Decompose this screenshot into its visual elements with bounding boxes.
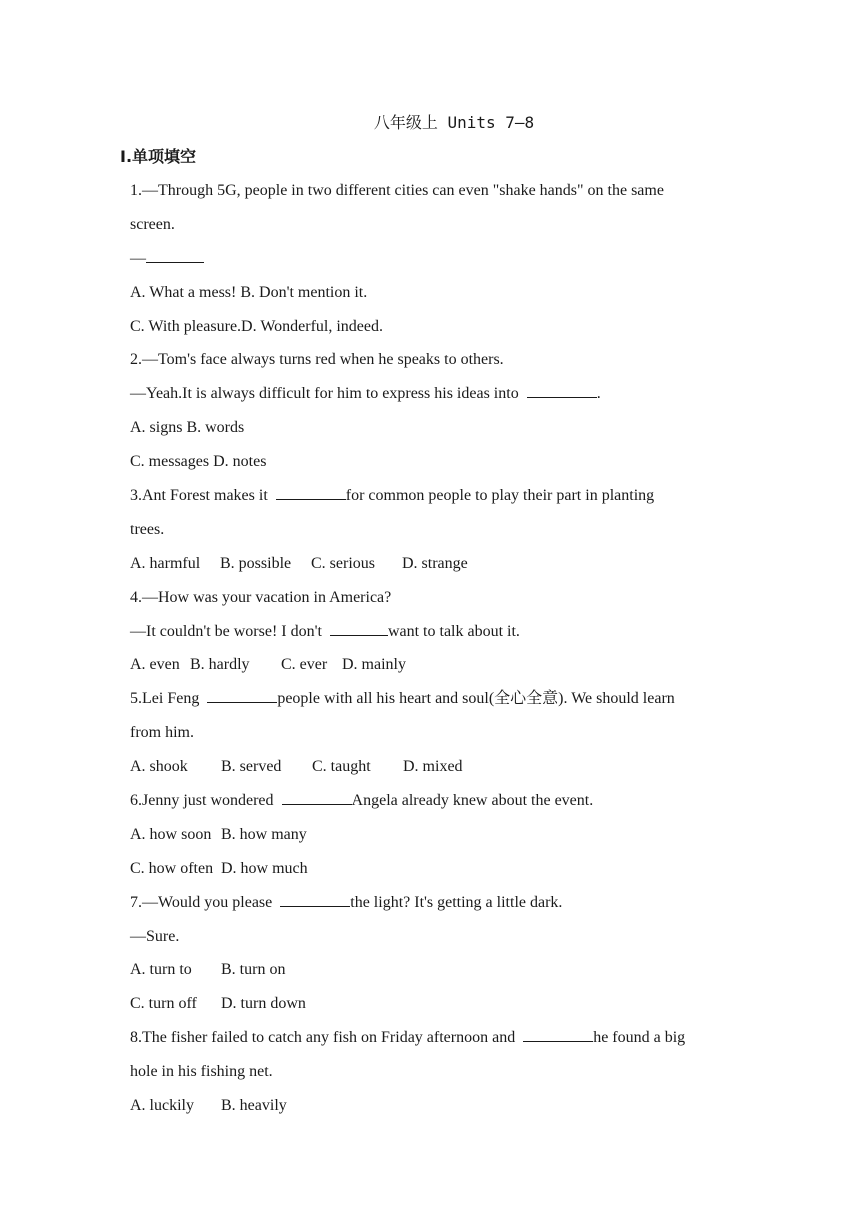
question-5-stem-line-2: from him. [130,724,194,742]
option-b[interactable]: B. hardly [190,656,250,674]
section-heading: Ⅰ.单项填空 [120,147,197,166]
question-7-stem-line-1 [130,886,730,920]
question-2-stem-line-2 [130,377,730,411]
question-5-stem-line-1 [130,682,730,716]
question-4 [130,581,730,683]
option-c[interactable]: C. taught [312,758,371,776]
option-a[interactable]: A. shook [130,758,188,776]
question-8 [130,1021,730,1123]
question-1-reply [130,242,730,276]
option-d[interactable]: D. notes [213,453,267,471]
answer-blank[interactable] [527,383,597,398]
answer-blank[interactable] [207,688,277,703]
stem-text-before-blank: 6.Jenny just wondered [130,792,274,810]
question-3-options-row [130,547,730,581]
question-1-stem-line-1: 1.—Through 5G, people in two different cities can even "shake hands" on the same [130,182,664,199]
stem-text-before-blank: —Yeah.It is always difficult for him to express his ideas into [130,385,519,403]
question-1 [130,174,730,343]
stem-text-before-blank: 7.—Would you please [130,893,273,911]
answer-blank[interactable] [330,621,388,636]
stem-text-after-blank: the light? It's getting a little dark. [350,893,563,911]
stem-text-after-blank: want to talk about it. [387,622,520,640]
worksheet-page [120,106,730,1123]
question-8-options-row-1 [130,1089,730,1123]
question-6-stem-line-1 [130,784,730,818]
option-d[interactable]: D. how much [221,859,308,877]
answer-blank[interactable] [146,248,204,263]
option-d[interactable]: D. strange [402,554,468,572]
question-5-options-row [130,750,730,784]
stem-text-before-blank: 3.Ant Forest makes it [130,487,268,505]
question-1-options-row-2 [130,310,730,344]
question-3-stem-line-2: trees. [130,520,165,538]
option-d[interactable]: D. turn down [221,995,306,1013]
stem-text-after-blank: people with all his heart and soul(全心全意). We should learn [277,690,675,708]
option-a[interactable]: A. signs [130,419,183,437]
reply-dash: — [130,249,146,267]
question-2-options-row-2 [130,445,730,479]
option-d[interactable]: D. mixed [403,758,463,776]
option-b[interactable]: B. served [221,758,282,776]
option-c[interactable]: C. how often [130,859,214,877]
option-a[interactable]: A. What a mess! [130,283,237,301]
option-a[interactable]: A. even [130,656,180,674]
option-b[interactable]: B. how many [221,825,307,843]
option-b[interactable]: B. Don't mention it. [240,283,368,301]
stem-text-before-blank: —It couldn't be worse! I don't [130,622,322,640]
question-7-options-row-1 [130,953,730,987]
question-7 [130,886,730,1022]
option-d[interactable]: D. Wonderful, indeed. [241,317,383,335]
question-8-stem-line-1 [130,1021,730,1055]
question-1-stem-line-2: screen. [130,215,175,233]
question-3 [130,479,730,581]
answer-blank[interactable] [523,1027,593,1042]
option-b[interactable]: B. possible [220,554,292,572]
question-4-stem-line-1: 4.—How was your vacation in America? [130,588,392,606]
option-a[interactable]: A. how soon [130,825,212,843]
question-1-options-row-1 [130,276,730,310]
answer-blank[interactable] [282,790,352,805]
question-6-options-row-2 [130,852,730,886]
stem-text-after-blank: he found a big [593,1029,686,1047]
option-b[interactable]: B. turn on [221,961,286,979]
option-c[interactable]: C. ever [281,656,328,674]
option-c[interactable]: C. messages [130,453,210,471]
option-a[interactable]: A. turn to [130,961,192,979]
stem-text-before-blank: 8.The fisher failed to catch any fish on Friday afternoon and [130,1029,516,1047]
question-7-options-row-2 [130,987,730,1021]
question-6-options-row-1 [130,818,730,852]
stem-text-after-blank: . [596,385,601,403]
question-5 [130,682,730,784]
option-b[interactable]: B. words [186,419,245,437]
question-7-stem-line-2: —Sure. [130,927,180,945]
document-title: 八年级上 Units 7—8 [373,113,535,132]
option-b[interactable]: B. heavily [221,1097,287,1115]
option-a[interactable]: A. luckily [130,1097,194,1115]
stem-text-after-blank: Angela already knew about the event. [351,792,594,810]
question-2-options-row-1 [130,411,730,445]
question-2-stem-line-1: 2.—Tom's face always turns red when he speaks to others. [130,351,504,369]
option-a[interactable]: A. harmful [130,554,201,572]
question-4-options-row [130,648,730,682]
question-8-stem-line-2: hole in his fishing net. [130,1063,273,1081]
option-c[interactable]: C. With pleasure. [130,317,242,335]
question-3-stem-line-1 [130,479,730,513]
question-6 [130,784,730,886]
question-2 [130,343,730,479]
answer-blank[interactable] [280,892,350,907]
question-4-stem-line-2 [130,615,730,649]
option-c[interactable]: C. serious [311,554,375,572]
answer-blank[interactable] [276,485,346,500]
stem-text-before-blank: 5.Lei Feng [130,690,200,708]
option-c[interactable]: C. turn off [130,995,197,1013]
stem-text-after-blank: for common people to play their part in planting [345,487,655,505]
option-d[interactable]: D. mainly [342,656,406,674]
